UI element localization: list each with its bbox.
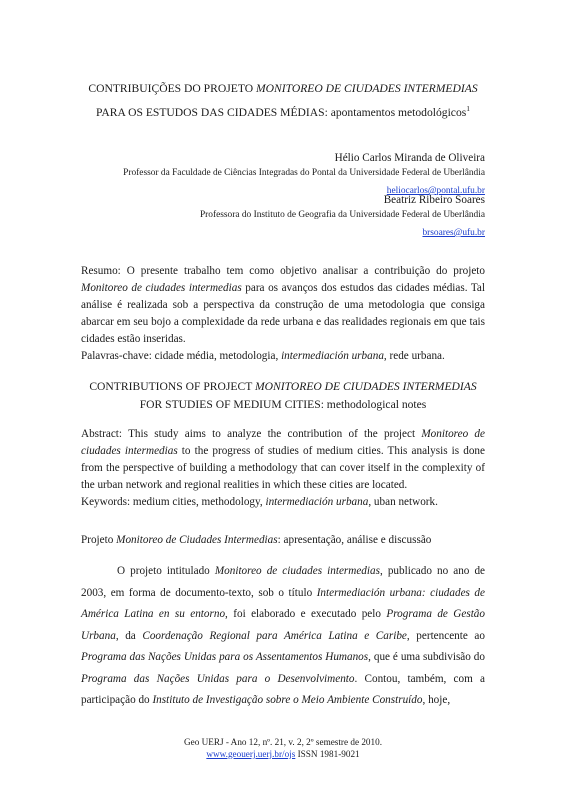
body-text: , pertencente ao — [406, 629, 485, 642]
footer-journal-info: Geo UERJ - Ano 12, nº. 21, v. 2, 2º semestre de 2010. — [183, 737, 382, 747]
author-email-link[interactable]: heliocarlos@pontal.ufu.br — [386, 186, 485, 196]
paper-title-line-1 — [40, 79, 526, 99]
author-name: Beatriz Ribeiro Soares — [383, 194, 485, 206]
body-italic: Programa das Nações Unidas para o Desenvolvimento — [81, 672, 355, 685]
body-text: , publicado no ano de 2003, em forma de documento-texto, sob o título — [81, 565, 486, 599]
author-email-link[interactable]: brsoares@ufu.br — [422, 228, 485, 238]
author-block-1 — [123, 151, 485, 199]
title-prefix: CONTRIBUIÇÕES DO PROJETO — [88, 82, 256, 95]
journal-url-link[interactable]: www.geouerj.uerj.br/ojs — [206, 748, 296, 759]
body-italic: Monitoreo de ciudades intermedias — [214, 565, 380, 577]
section-heading — [81, 532, 485, 549]
body-text: , da — [115, 629, 143, 642]
english-title-text: FOR STUDIES OF MEDIUM CITIES: methodological notes — [139, 398, 427, 411]
resumo-text: Resumo: O presente trabalho tem como objetivo analisar a contribuição do projeto — [81, 265, 485, 277]
title-italic-project: MONITOREO DE CIUDADES INTERMEDIAS — [255, 82, 478, 95]
footnote-marker[interactable]: 1 — [466, 104, 471, 113]
resumo-paragraph — [81, 263, 485, 348]
body-italic: Programa de Gestão Urbana — [81, 608, 485, 642]
body-italic: Coordenação Regional para América Latina e Caribe — [142, 629, 407, 642]
paper-title-line-2 — [40, 99, 526, 123]
keywords-text: Keywords: medium cities, methodology, — [81, 496, 266, 508]
keywords-italic: intermediación urbana — [281, 350, 384, 362]
page-footer — [40, 737, 526, 760]
palavras-chave — [81, 348, 485, 365]
abstract-italic: Monitoreo de ciudades intermedias — [81, 428, 485, 457]
resumo-text: para os avanços dos estudos das cidades médias. Tal análise é realizada sob a perspectiva da construção de uma metodologia que consiga abarcar em seu bojo a complexidade da rede urbana e das realidades regionais em que tais cidades estão inseridas. — [81, 282, 486, 345]
english-title-line-1 — [40, 378, 526, 396]
section-heading-text: Projeto — [81, 534, 117, 546]
abstract-paragraph — [81, 426, 485, 494]
english-title-italic: MONITOREO DE CIUDADES INTERMEDIAS — [255, 380, 477, 393]
body-italic: Instituto de Investigação sobre o Meio Ambiente Construído — [152, 694, 423, 706]
abstract-text: Abstract: This study aims to analyze the contribution of the project — [81, 428, 422, 440]
author-block-2 — [200, 193, 485, 241]
title-line-2-text: PARA OS ESTUDOS DAS CIDADES MÉDIAS: apontamentos metodológicos — [95, 106, 467, 119]
author-affiliation: Professor da Faculdade de Ciências Integradas do Pontal da Universidade Federal de Uberlândia — [123, 168, 485, 178]
keywords-italic: intermediación urbana — [265, 496, 369, 508]
section-heading-text: : apresentação, análise e discussão — [277, 534, 432, 546]
body-text: , hoje, — [422, 694, 451, 706]
keywords-text: Palavras-chave: cidade média, metodologia, — [81, 350, 282, 362]
body-text: , que é uma subdivisão do — [368, 651, 485, 663]
abstract-block — [81, 426, 485, 511]
english-title-prefix: CONTRIBUTIONS OF PROJECT — [89, 380, 255, 393]
body-italic: Intermediación urbana: ciudades de América Latina en su entorno — [81, 586, 485, 620]
footer-issn: ISSN 1981-9021 — [295, 748, 360, 759]
body-text: O projeto intitulado — [117, 565, 215, 577]
footer-link-line — [40, 749, 526, 761]
body-italic: Programa das Nações Unidas para os Assentamentos Humanos — [81, 651, 369, 663]
section-heading-italic: Monitoreo de Ciudades Intermedias — [116, 534, 278, 546]
keywords-text: , rede urbana. — [383, 350, 445, 362]
author-affiliation: Professora do Instituto de Geografia da Universidade Federal de Uberlândia — [199, 210, 485, 220]
keywords-text: , uban network. — [368, 496, 438, 508]
abstract-text: to the progress of studies of medium cities. This analysis is done from the perspective of building a methodology that can cover itself in the complexity of the urban network and regional realities in which these cities are located. — [81, 445, 485, 491]
resumo-block — [81, 263, 485, 365]
body-text: . Contou, também, com a participação do — [81, 672, 485, 706]
english-title-line-2 — [40, 396, 526, 414]
body-paragraph — [81, 561, 485, 712]
author-name: Hélio Carlos Miranda de Oliveira — [334, 152, 485, 164]
resumo-italic: Monitoreo de ciudades intermedias — [81, 282, 242, 294]
keywords — [81, 494, 485, 511]
body-text: , foi elaborado e executado pelo — [225, 608, 387, 620]
